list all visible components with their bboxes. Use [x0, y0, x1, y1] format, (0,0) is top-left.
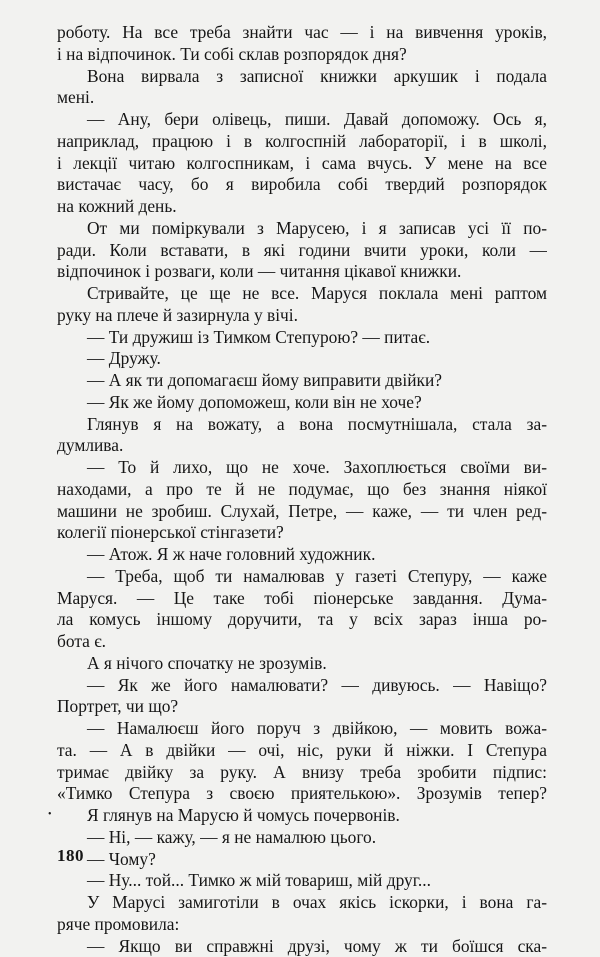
text-line: — Як же йому допоможеш, коли він не хоче? [57, 392, 547, 414]
text-line: і на відпочинок. Ти собі склав розпорядок дня? [57, 44, 547, 66]
text-line: руку на плече й зазирнула у вічі. [57, 305, 547, 327]
text-line: Глянув я на вожату, а вона посмутнішала, стала за- [57, 414, 547, 436]
text-line: — Як же його намалювати? — дивуюсь. — Навіщо? [57, 675, 547, 697]
text-line: мені. [57, 87, 547, 109]
text-line: роботу. На все треба знайти час — і на вивчення уроків, [57, 22, 547, 44]
text-line: ради. Коли вставати, в які години вчити уроки, коли — [57, 240, 547, 262]
text-line: ряче промовила: [57, 914, 547, 936]
text-line: колегії піонерської стінгазети? [57, 522, 547, 544]
text-line: — Атож. Я ж наче головний художник. [57, 544, 547, 566]
page-number: 180 [57, 846, 84, 866]
text-line: машини не зробиш. Слухай, Петре, — каже, — ти член ред- [57, 501, 547, 523]
text-line: — Ну... той... Тимко ж мій товариш, мій друг... [57, 870, 547, 892]
body-text [57, 22, 547, 957]
text-line: — Чому? [57, 849, 547, 871]
margin-dot: • [48, 810, 52, 820]
text-line: на кожний день. [57, 196, 547, 218]
text-line: Стривайте, це ще не все. Маруся поклала мені раптом [57, 283, 547, 305]
text-line: і лекції читаю колгоспникам, і сама вчусь. У мене на все [57, 153, 547, 175]
text-line: — Ану, бери олівець, пиши. Давай допоможу. Ось я, [57, 109, 547, 131]
text-line: У Марусі замиготіли в очах якісь іскорки, і вона га- [57, 892, 547, 914]
text-line: тримає двійку за руку. А внизу треба зробити підпис: [57, 762, 547, 784]
text-line: бота є. [57, 631, 547, 653]
text-line: та. — А в двійки — очі, ніс, руки й ніжки. І Степура [57, 740, 547, 762]
text-line: «Тимко Степура з своєю приятелькою». Зрозумів тепер? [57, 783, 547, 805]
text-line: — Ні, — кажу, — я не намалюю цього. [57, 827, 547, 849]
text-line: находами, а про те й не подумає, що без знання ніякої [57, 479, 547, 501]
text-line: Маруся. — Це таке тобі піонерське завдання. Дума- [57, 588, 547, 610]
text-line: — Якщо ви справжні друзі, чому ж ти боїшся ска- [57, 936, 547, 957]
text-line: — То й лихо, що не хоче. Захоплюється своїми ви- [57, 457, 547, 479]
text-line: Я глянув на Марусю й чомусь почервонів. [57, 805, 547, 827]
text-line: Вона вирвала з записної книжки аркушик і подала [57, 66, 547, 88]
text-line: — А як ти допомагаєш йому виправити двійки? [57, 370, 547, 392]
text-line: наприклад, працюю і в колгоспній лабораторії, і в школі, [57, 131, 547, 153]
text-line: — Намалюєш його поруч з двійкою, — мовить вожа- [57, 718, 547, 740]
text-line: — Треба, щоб ти намалював у газеті Степуру, — каже [57, 566, 547, 588]
text-line: Портрет, чи що? [57, 696, 547, 718]
text-line: От ми поміркували з Марусею, і я записав усі її по- [57, 218, 547, 240]
text-line: — Ти дружиш із Тимком Степурою? — питає. [57, 327, 547, 349]
text-line: вистачає часу, бо я виробила собі твердий розпорядок [57, 174, 547, 196]
text-line: відпочинок і розваги, коли — читання цікавої книжки. [57, 261, 547, 283]
text-line: ла комусь іншому доручити, та у всіх зараз інша ро- [57, 609, 547, 631]
text-line: А я нічого спочатку не зрозумів. [57, 653, 547, 675]
text-line: — Дружу. [57, 348, 547, 370]
text-line: думлива. [57, 435, 547, 457]
